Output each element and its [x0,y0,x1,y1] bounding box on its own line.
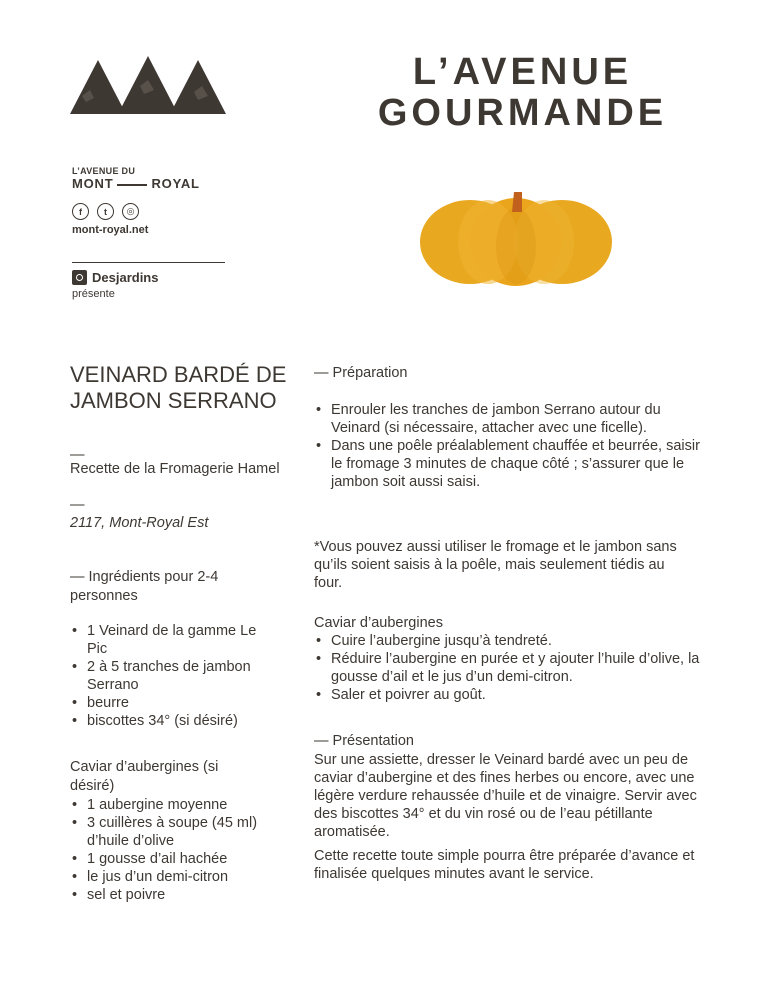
caviar-preparation-heading: Caviar d’aubergines [314,615,443,631]
preparation-steps [314,401,704,491]
closing-text: Cette recette toute simple pourra être préparée d’avance et finalisée quelques minutes avant le service. [314,848,695,882]
list-item: • sel et poivre [70,886,292,904]
recipe-title: VEINARD BARDÉ DE JAMBON SERRANO [70,362,287,413]
list-item: • Réduire l’aubergine en purée et y ajouter l’huile d’olive, la gousse d’ail et le jus d’un demi-citron. [314,650,704,686]
pumpkin-illustration [418,190,614,286]
presentation-text: Sur une assiette, dresser le Veinard bardé avec un peu de caviar d’aubergine et des fines herbes ou encore, avec une légère verdure rehaussée d’huile et de vinaigre. Servir avec des biscottes 34° et du vin rosé ou de l’eau pétillante aromatisée. [314,752,697,840]
desjardins-logo-icon [72,270,87,285]
list-item: • biscottes 34° (si désiré) [70,712,270,730]
brand-mont: MONT [72,176,114,191]
brand-dash [117,184,147,186]
list-item: • 3 cuillères à soupe (45 ml) d’huile d’olive [70,814,292,850]
mountains-logo [70,56,226,114]
sponsor-name: Desjardins [92,270,159,285]
presents-label: présente [72,288,115,300]
ingredients-heading: — Ingrédients pour 2-4 personnes [70,569,219,604]
list-item: • 1 aubergine moyenne [70,796,292,814]
list-item: • 2 à 5 tranches de jambon Serrano [70,658,270,694]
caviar-preparation-steps [314,632,704,704]
separator: — [70,447,85,463]
list-item: • Saler et poivrer au goût. [314,686,704,704]
recipe-source: Recette de la Fromagerie Hamel [70,461,280,477]
caviar-ingredients-list [70,796,292,904]
recipe-address: 2117, Mont-Royal Est [70,515,209,531]
preparation-note: *Vous pouvez aussi utiliser le fromage et le jambon sans qu’ils soient saisis à la poêle, mais seulement tiédis au four. [314,539,677,591]
caviar-ingredients-heading: Caviar d’aubergines (si désiré) [70,759,219,794]
list-item: • 1 Veinard de la gamme Le Pic [70,622,270,658]
instagram-icon[interactable]: ◎ [122,203,139,220]
list-item: • Dans une poêle préalablement chauffée et beurrée, saisir le fromage 3 minutes de chaque côté ; s’assurer que le jambon soit aussi saisi. [314,437,704,491]
divider [72,262,225,263]
list-item: • beurre [70,694,270,712]
brand-avenue-du: L’AVENUE DU [72,166,136,176]
page-title: L’AVENUE GOURMANDE [377,51,668,134]
ingredients-list [70,622,270,730]
facebook-icon[interactable]: f [72,203,89,220]
separator: — [70,497,85,513]
website-link[interactable]: mont-royal.net [72,224,149,236]
presentation-heading: — Présentation [314,733,414,749]
preparation-heading: — Préparation [314,365,408,381]
twitter-icon[interactable]: t [97,203,114,220]
brand-royal: ROYAL [151,176,200,191]
social-icons [72,203,139,220]
list-item: • Cuire l’aubergine jusqu’à tendreté. [314,632,704,650]
list-item: • le jus d’un demi-citron [70,868,292,886]
list-item: • 1 gousse d’ail hachée [70,850,292,868]
brand-mont-royal [72,176,200,191]
list-item: • Enrouler les tranches de jambon Serrano autour du Veinard (si nécessaire, attacher avec une ficelle). [314,401,704,437]
